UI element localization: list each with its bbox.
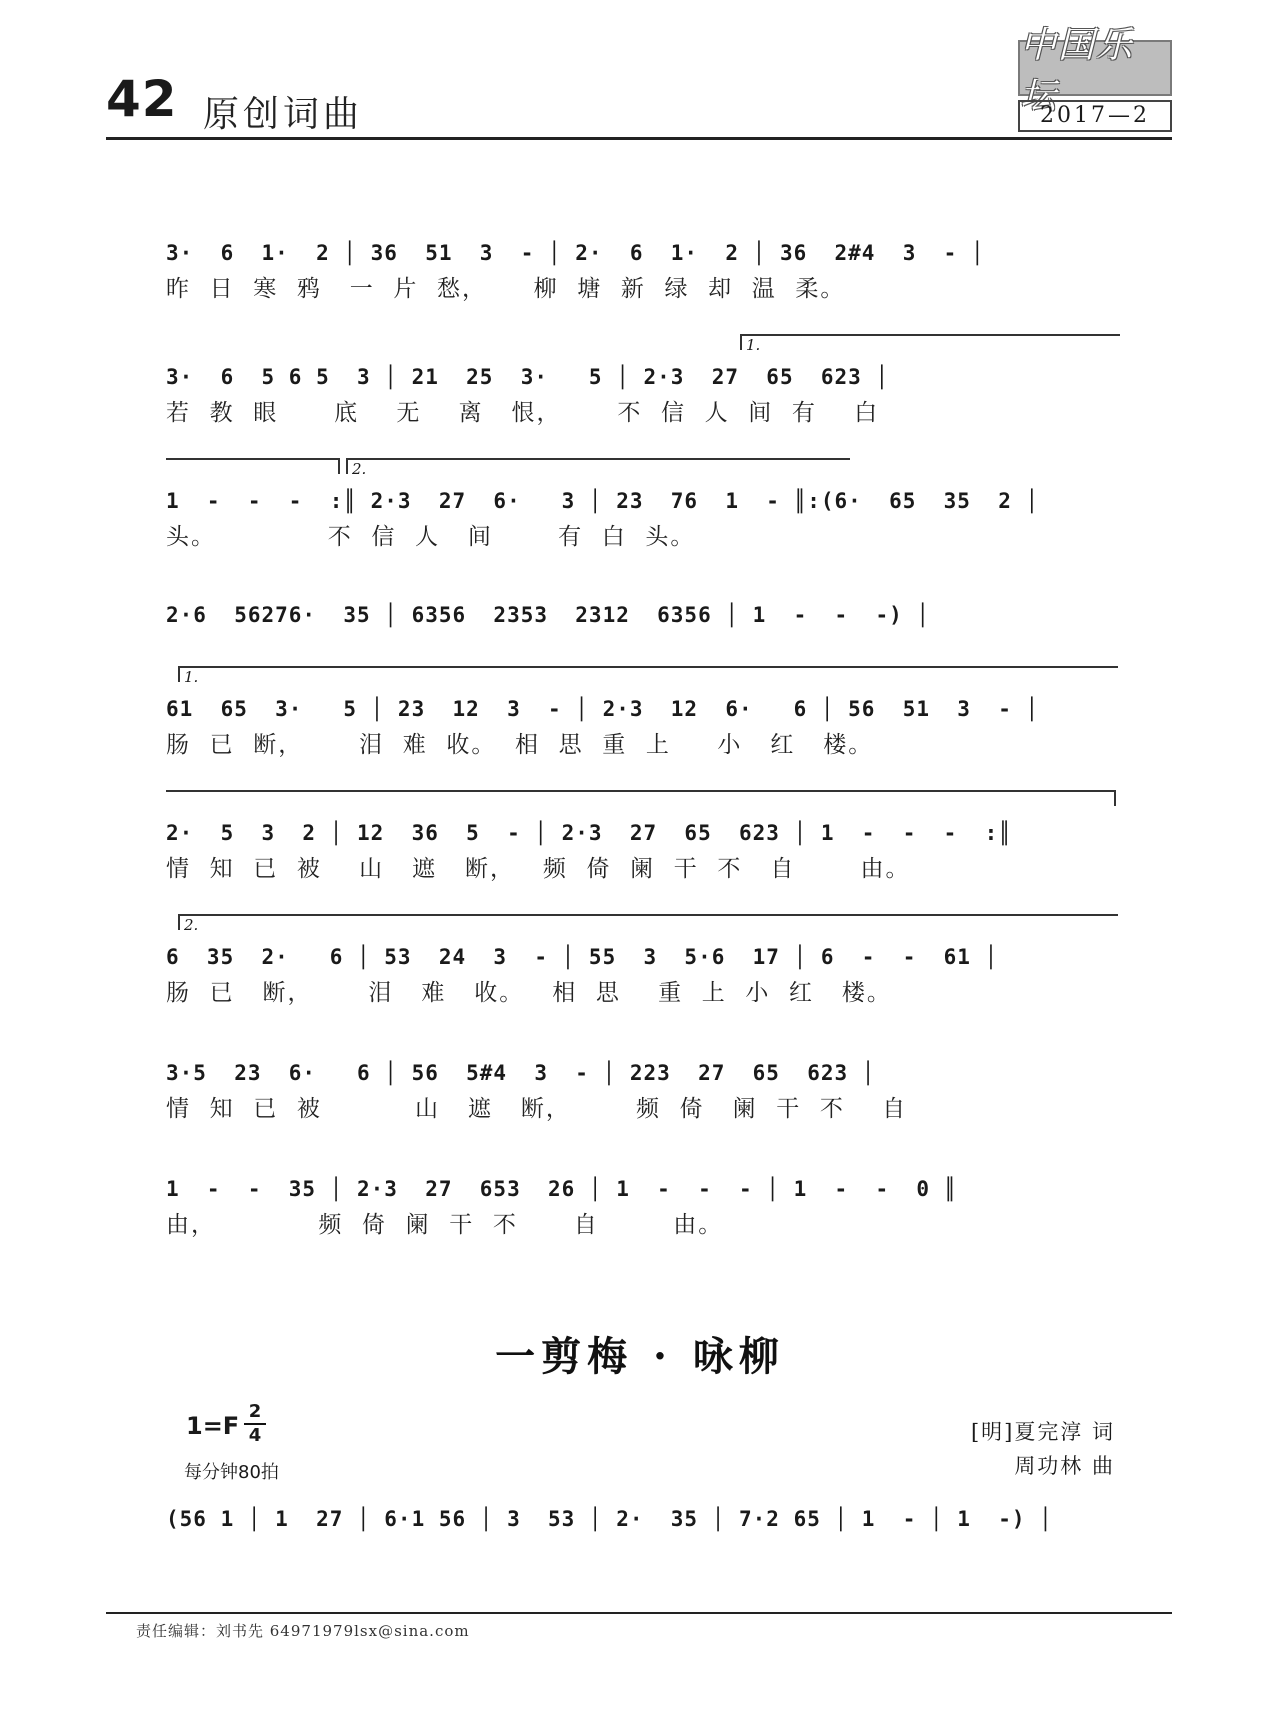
intro-notes: (56 1 │ 1 27 │ 6·1 56 │ 3 53 │ 2· 35 │ 7·2 65 │ 1 - │ 1 -) │ xyxy=(166,1507,1053,1531)
score-row-2-notes: 3· 6 5 6 5 3 │ 21 25 3· 5 │ 2·3 27 65 623 │ xyxy=(166,365,890,389)
time-signature-bottom: 4 xyxy=(248,1425,262,1446)
score-row-7-lyrics: 肠 已 断， 泪 难 收。 相 思 重 上 小 红 楼。 xyxy=(166,980,892,1006)
volta-2b-bracket xyxy=(178,914,1118,916)
lyricist-credit: [明]夏完淳 词 xyxy=(970,1420,1115,1444)
volta-1b-tick xyxy=(178,666,180,682)
page-number: 42 xyxy=(106,70,178,128)
score-row-3-notes: 1 - - - :║ 2·3 27 6· 3 │ 23 76 1 - ║:(6· 65 35 2 │ xyxy=(166,489,1040,513)
tempo-marking: 每分钟80拍 xyxy=(184,1462,279,1483)
volta-1b-end-tick xyxy=(1114,790,1116,806)
score-row-1-notes: 3· 6 1· 2 │ 36 51 3 - │ 2· 6 1· 2 │ 36 2#4 3 - │ xyxy=(166,241,985,265)
volta-2b-tick xyxy=(178,914,180,930)
time-signature-top: 2 xyxy=(248,1401,262,1422)
magazine-logo-text: 中国乐坛 xyxy=(1020,25,1135,117)
volta-2-tick xyxy=(346,458,348,474)
volta-2-label: 2. xyxy=(352,460,367,478)
footer-rule xyxy=(106,1612,1172,1614)
score-row-4-notes: 2·6 56276· 35 │ 6356 2353 2312 6356 │ 1 - - -) │ xyxy=(166,603,931,627)
volta-1-label: 1. xyxy=(746,336,761,354)
score-row-6-lyrics: 情 知 已 被 山 遮 断， 频 倚 阑 干 不 自 由。 xyxy=(166,856,911,882)
score-row-8-notes: 3·5 23 6· 6 │ 56 5#4 3 - │ 223 27 65 623 │ xyxy=(166,1061,876,1085)
volta-1-continue xyxy=(166,458,338,460)
volta-2b-label: 2. xyxy=(184,916,199,934)
volta-1b-label: 1. xyxy=(184,668,199,686)
score-row-5-lyrics: 肠 已 断， 泪 难 收。 相 思 重 上 小 红 楼。 xyxy=(166,732,874,758)
volta-1b-bracket xyxy=(178,666,1118,668)
volta-2-bracket xyxy=(346,458,850,460)
header-rule xyxy=(106,137,1172,140)
score-row-9-lyrics: 由， 频 倚 阑 干 不 自 由。 xyxy=(166,1212,724,1238)
volta-1-end-tick xyxy=(338,458,340,474)
composer-credit: 周功林 曲 xyxy=(1014,1454,1115,1478)
song-title: 一剪梅 · 咏柳 xyxy=(495,1333,785,1380)
score-row-3-lyrics: 头。 不 信 人 间 有 白 头。 xyxy=(166,524,696,550)
volta-1b-continue xyxy=(166,790,1114,792)
score-row-7-notes: 6 35 2· 6 │ 53 24 3 - │ 55 3 5·6 17 │ 6 - - 61 │ xyxy=(166,945,999,969)
score-row-5-notes: 61 65 3· 5 │ 23 12 3 - │ 2·3 12 6· 6 │ 56 51 3 - │ xyxy=(166,697,1040,721)
score-row-6-notes: 2· 5 3 2 │ 12 36 5 - │ 2·3 27 65 623 │ 1 - - - :║ xyxy=(166,821,1012,845)
score-row-8-lyrics: 情 知 已 被 山 遮 断， 频 倚 阑 干 不 自 xyxy=(166,1096,908,1122)
editor-credit: 责任编辑：刘书先 64971979lsx@sina.com xyxy=(136,1622,470,1640)
score-row-2-lyrics: 若 教 眼 底 无 离 恨， 不 信 人 间 有 白 xyxy=(166,400,880,426)
issue-number: 2017—2 xyxy=(1018,100,1172,132)
volta-1-tick xyxy=(740,334,742,350)
score-row-1-lyrics: 昨 日 寒 鸦 一 片 愁， 柳 塘 新 绿 却 温 柔。 xyxy=(166,276,846,302)
key-signature: 1=F xyxy=(186,1412,240,1440)
volta-1-bracket xyxy=(740,334,1120,336)
score-row-9-notes: 1 - - 35 │ 2·3 27 653 26 │ 1 - - - │ 1 - - 0 ║ xyxy=(166,1177,958,1201)
time-signature xyxy=(244,1402,266,1446)
section-title: 原创词曲 xyxy=(203,94,364,135)
